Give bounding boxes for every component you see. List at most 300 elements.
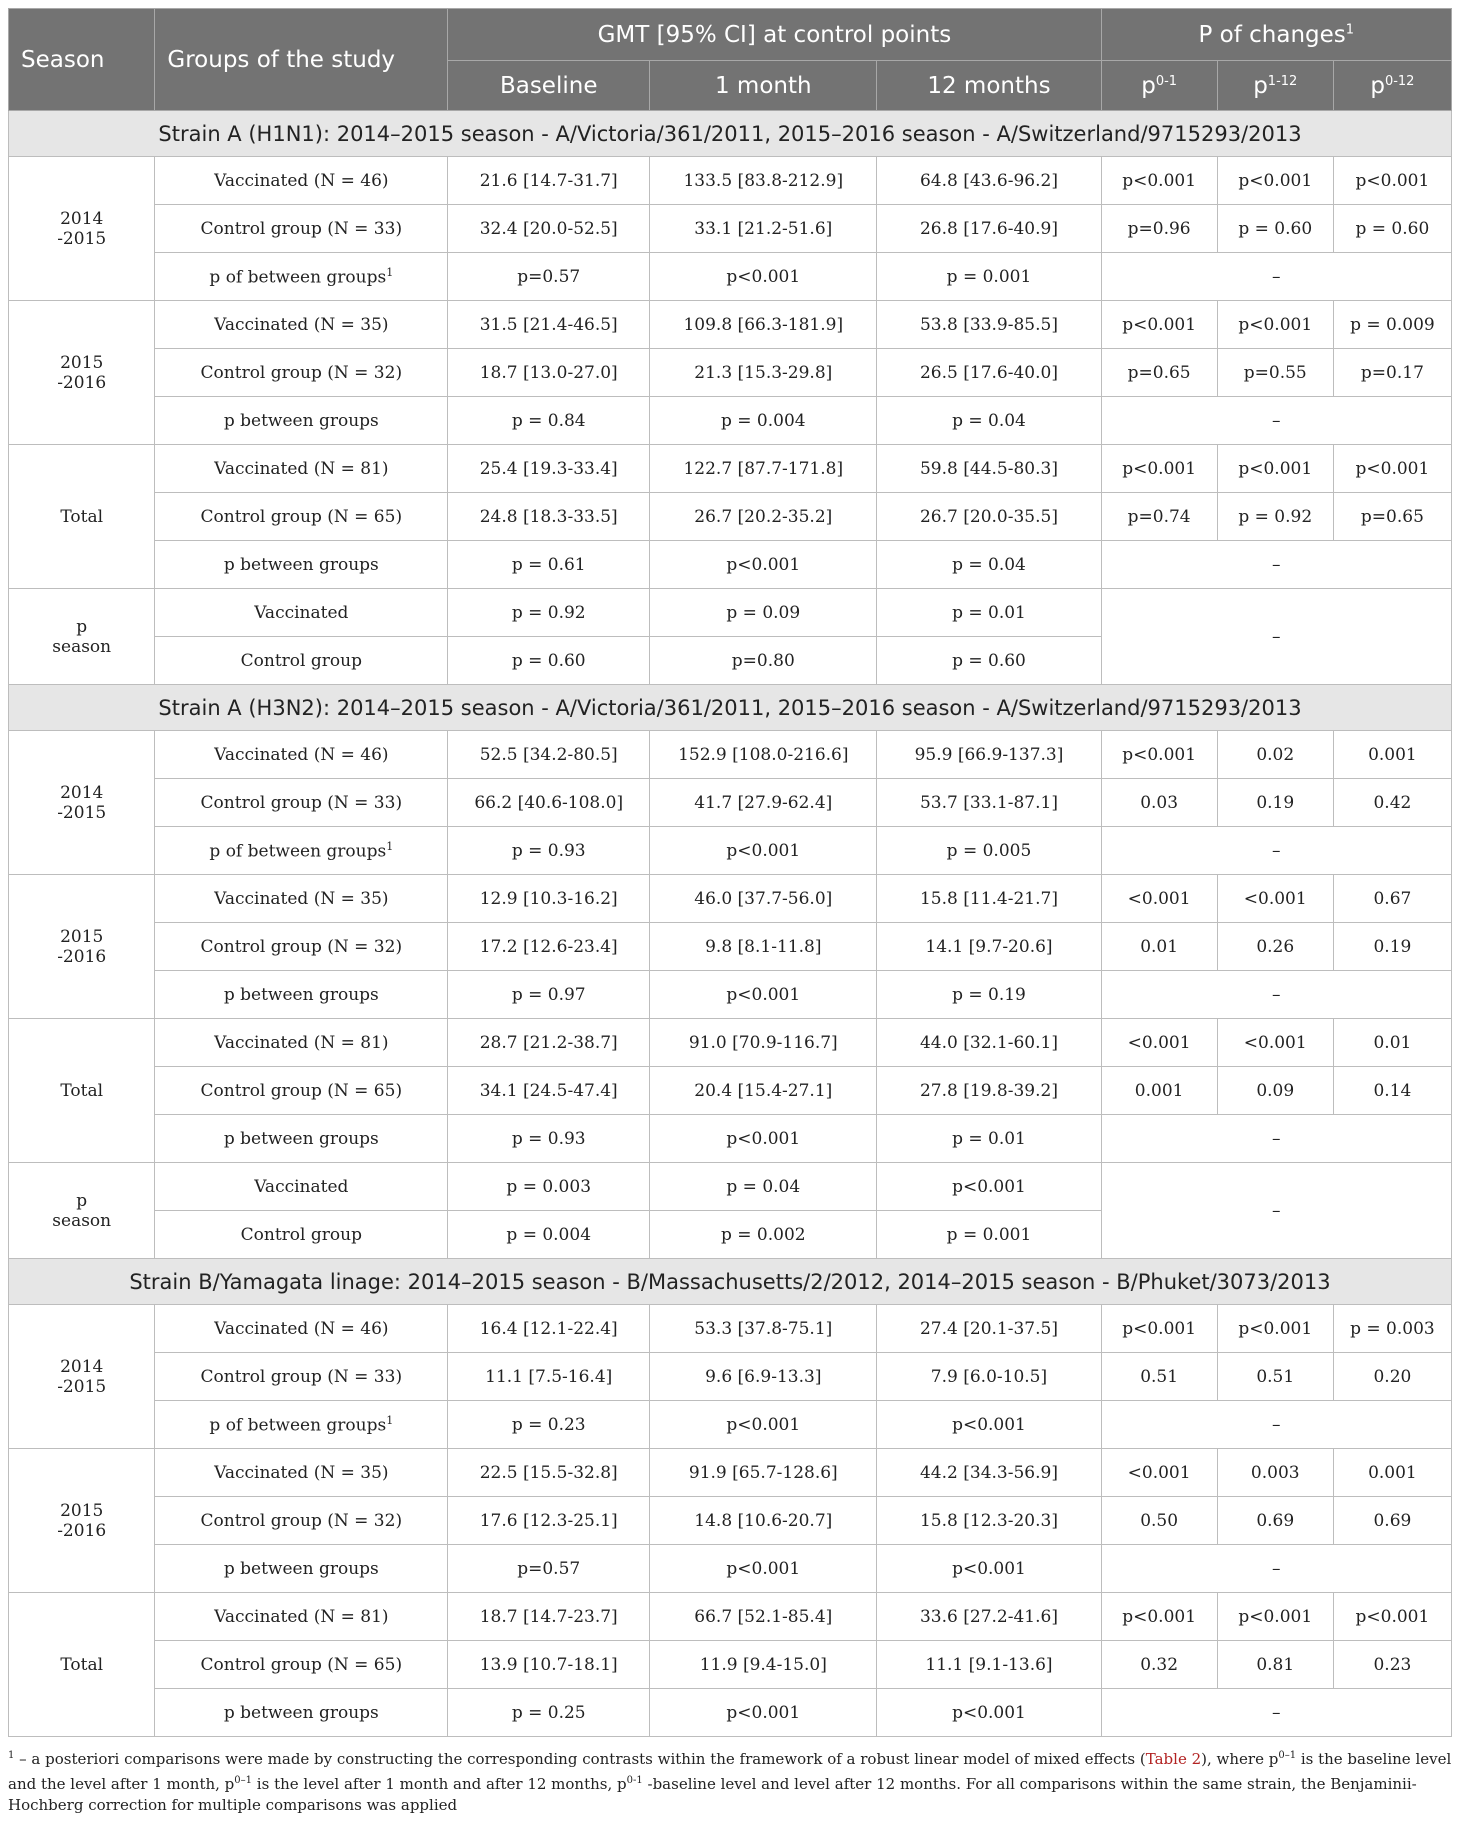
strain-header-row [9, 111, 1452, 157]
table-row [9, 1593, 1452, 1641]
gmt-value: 24.8 [18.3-33.5] [448, 493, 650, 541]
table-row [9, 1305, 1452, 1353]
table-row [9, 1401, 1452, 1449]
season-cell [9, 1163, 155, 1259]
p-value: p<0.001 [1333, 445, 1451, 493]
footnote-text: -baseline level and level after 12 months. For all comparisons within the same strain, the Benjaminii-Hochberg correction for multiple comparisons was applied [8, 1775, 1417, 1814]
group-label-cell [155, 779, 448, 827]
header-pchanges [1101, 9, 1451, 61]
p-value-empty: – [1101, 1115, 1451, 1163]
p-value: p=0.65 [1101, 349, 1217, 397]
p-value-empty: – [1101, 971, 1451, 1019]
group-label-cell [155, 1211, 448, 1259]
table-row [9, 1353, 1452, 1401]
p-value: p<0.001 [1217, 301, 1333, 349]
table-row [9, 205, 1452, 253]
table-row [9, 445, 1452, 493]
footnote-sup: 0-1 [626, 1775, 643, 1786]
gmt-value: p<0.001 [650, 1115, 877, 1163]
gmt-value: 9.6 [6.9-13.3] [650, 1353, 877, 1401]
gmt-value: p = 0.01 [877, 1115, 1101, 1163]
group-label-cell [155, 445, 448, 493]
gmt-value: 18.7 [14.7-23.7] [448, 1593, 650, 1641]
season-label: Total [60, 506, 104, 527]
p-value: p=0.65 [1333, 493, 1451, 541]
p-value: 0.69 [1217, 1497, 1333, 1545]
season-cell [9, 157, 155, 301]
season-label: -2016 [57, 1520, 107, 1541]
p-value: p<0.001 [1101, 731, 1217, 779]
strain-header-row [9, 1259, 1452, 1305]
p-value: p=0.96 [1101, 205, 1217, 253]
group-label-cell [155, 1163, 448, 1211]
gmt-value: 28.7 [21.2-38.7] [448, 1019, 650, 1067]
table-row [9, 589, 1452, 637]
gmt-value: p = 0.60 [877, 637, 1101, 685]
p-value: 0.32 [1101, 1641, 1217, 1689]
table-body [9, 111, 1452, 1737]
group-label: p of between groups [209, 267, 387, 288]
p-value: 0.001 [1101, 1067, 1217, 1115]
p-value: 0.26 [1217, 923, 1333, 971]
table-row [9, 157, 1452, 205]
season-cell [9, 1019, 155, 1163]
group-label: Control group (N = 32) [200, 936, 403, 957]
footnote [8, 1745, 1452, 1816]
gmt-value: 22.5 [15.5-32.8] [448, 1449, 650, 1497]
table-row [9, 827, 1452, 875]
gmt-value: 21.6 [14.7-31.7] [448, 157, 650, 205]
header-pchanges-label: P of changes [1198, 21, 1346, 48]
p-value: p = 0.60 [1217, 205, 1333, 253]
gmt-value: p = 0.93 [448, 827, 650, 875]
group-label-cell [155, 253, 448, 301]
season-label: -2016 [57, 946, 107, 967]
gmt-value: p<0.001 [650, 541, 877, 589]
table-row [9, 397, 1452, 445]
group-label: p between groups [223, 1128, 379, 1149]
group-label-cell [155, 1545, 448, 1593]
table-row [9, 875, 1452, 923]
gmt-value: p = 0.001 [877, 253, 1101, 301]
group-label-cell [155, 1449, 448, 1497]
group-label: p between groups [223, 1558, 379, 1579]
header-season [9, 9, 155, 111]
gmt-value: 26.5 [17.6-40.0] [877, 349, 1101, 397]
gmt-value: p = 0.09 [650, 589, 877, 637]
table-row [9, 301, 1452, 349]
p-value: 0.69 [1333, 1497, 1451, 1545]
p-value: p<0.001 [1101, 1305, 1217, 1353]
season-cell [9, 445, 155, 589]
group-label-cell [155, 971, 448, 1019]
season-label: 2014 [60, 208, 104, 229]
p-value: <0.001 [1101, 1019, 1217, 1067]
gmt-value: p = 0.23 [448, 1401, 650, 1449]
gmt-value: 14.8 [10.6-20.7] [650, 1497, 877, 1545]
gmt-value: p<0.001 [650, 971, 877, 1019]
p-value: p=0.74 [1101, 493, 1217, 541]
group-label-cell [155, 1019, 448, 1067]
group-label: p between groups [223, 984, 379, 1005]
p-value: 0.02 [1217, 731, 1333, 779]
header-p112-sup: 1-12 [1267, 73, 1298, 89]
gmt-value: 11.1 [9.1-13.6] [877, 1641, 1101, 1689]
header-baseline-label: Baseline [499, 72, 598, 99]
header-12months [877, 61, 1101, 111]
group-label-sup: 1 [386, 265, 394, 279]
gmt-value: 17.6 [12.3-25.1] [448, 1497, 650, 1545]
gmt-value: 122.7 [87.7-171.8] [650, 445, 877, 493]
season-cell [9, 1305, 155, 1449]
p-value: p=0.17 [1333, 349, 1451, 397]
p-value: 0.19 [1217, 779, 1333, 827]
gmt-value: p = 0.003 [448, 1163, 650, 1211]
season-cell [9, 589, 155, 685]
gmt-value: 11.1 [7.5-16.4] [448, 1353, 650, 1401]
group-label: Vaccinated (N = 46) [214, 744, 389, 765]
gmt-value: p=0.80 [650, 637, 877, 685]
header-gmt [448, 9, 1101, 61]
header-p012-sup: 0-12 [1384, 73, 1415, 89]
p-value: p<0.001 [1217, 445, 1333, 493]
season-label: -2015 [57, 802, 107, 823]
table-row [9, 1067, 1452, 1115]
gmt-value: 95.9 [66.9-137.3] [877, 731, 1101, 779]
p-value: 0.19 [1333, 923, 1451, 971]
gmt-value: p<0.001 [650, 1401, 877, 1449]
season-cell [9, 301, 155, 445]
p-value: p<0.001 [1101, 1593, 1217, 1641]
table-row [9, 541, 1452, 589]
group-label-cell [155, 1401, 448, 1449]
gmt-value: 32.4 [20.0-52.5] [448, 205, 650, 253]
gmt-value: p = 0.004 [448, 1211, 650, 1259]
footnote-text: ), where p [1201, 1750, 1279, 1768]
p-value: 0.50 [1101, 1497, 1217, 1545]
table-row [9, 1019, 1452, 1067]
group-label-cell [155, 157, 448, 205]
group-label: Control group (N = 33) [200, 218, 403, 239]
table-row [9, 1545, 1452, 1593]
gmt-value: 44.2 [34.3-56.9] [877, 1449, 1101, 1497]
gmt-value: 27.4 [20.1-37.5] [877, 1305, 1101, 1353]
footnote-text: – a posteriori comparisons were made by constructing the corresponding contrasts within the framework of a robust linear model of mixed effects ( [14, 1750, 1146, 1768]
gmt-value: 66.7 [52.1-85.4] [650, 1593, 877, 1641]
gmt-value: 14.1 [9.7-20.6] [877, 923, 1101, 971]
group-label-cell [155, 731, 448, 779]
group-label-sup: 1 [386, 1413, 394, 1427]
gmt-value: p = 0.61 [448, 541, 650, 589]
gmt-value: 59.8 [44.5-80.3] [877, 445, 1101, 493]
strain-title: Strain A (H1N1): 2014–2015 season - A/Victoria/361/2011, 2015–2016 season - A/Switzerland/9715293/2013 [9, 111, 1452, 157]
group-label: Vaccinated (N = 81) [214, 1606, 389, 1627]
p-value: p = 0.003 [1333, 1305, 1451, 1353]
header-1month-label: 1 month [714, 72, 812, 99]
group-label-cell [155, 827, 448, 875]
table-row [9, 1449, 1452, 1497]
group-label: Vaccinated (N = 81) [214, 1032, 389, 1053]
gmt-value: 53.8 [33.9-85.5] [877, 301, 1101, 349]
p-value: p<0.001 [1101, 445, 1217, 493]
group-label-cell [155, 541, 448, 589]
group-label-cell [155, 875, 448, 923]
p-value: p<0.001 [1101, 157, 1217, 205]
header-p012-letter: p [1370, 72, 1385, 99]
gmt-value: p<0.001 [650, 827, 877, 875]
group-label: p between groups [223, 410, 379, 431]
gmt-value: 16.4 [12.1-22.4] [448, 1305, 650, 1353]
p-value: p<0.001 [1333, 1593, 1451, 1641]
gmt-value: p<0.001 [650, 1545, 877, 1593]
p-value: p=0.55 [1217, 349, 1333, 397]
header-pchanges-sup: 1 [1345, 21, 1355, 37]
gmt-value: p<0.001 [877, 1401, 1101, 1449]
group-label: Vaccinated (N = 81) [214, 458, 389, 479]
table-row [9, 1115, 1452, 1163]
header-p112-letter: p [1253, 72, 1268, 99]
header-p01 [1101, 61, 1217, 111]
group-label-cell [155, 1641, 448, 1689]
gmt-value: 64.8 [43.6-96.2] [877, 157, 1101, 205]
p-value: 0.01 [1101, 923, 1217, 971]
group-label: p of between groups [209, 841, 387, 862]
table-header [9, 9, 1452, 111]
p-value: <0.001 [1101, 1449, 1217, 1497]
group-label-cell [155, 1115, 448, 1163]
p-value: 0.03 [1101, 779, 1217, 827]
group-label-sup: 1 [386, 839, 394, 853]
p-value-empty: – [1101, 541, 1451, 589]
group-label: Control group (N = 33) [200, 792, 403, 813]
gmt-value: 109.8 [66.3-181.9] [650, 301, 877, 349]
p-value: 0.51 [1217, 1353, 1333, 1401]
season-cell [9, 1449, 155, 1593]
season-cell [9, 875, 155, 1019]
group-label: p between groups [223, 1702, 379, 1723]
gmt-value: p<0.001 [877, 1545, 1101, 1593]
p-value: 0.01 [1333, 1019, 1451, 1067]
gmt-table [8, 8, 1452, 1737]
gmt-value: 26.7 [20.2-35.2] [650, 493, 877, 541]
season-cell [9, 1593, 155, 1737]
gmt-value: p<0.001 [650, 1689, 877, 1737]
group-label: Control group [240, 1224, 362, 1245]
gmt-value: 15.8 [11.4-21.7] [877, 875, 1101, 923]
season-label: 2015 [60, 352, 104, 373]
gmt-value: 66.2 [40.6-108.0] [448, 779, 650, 827]
gmt-value: p = 0.005 [877, 827, 1101, 875]
gmt-value: 46.0 [37.7-56.0] [650, 875, 877, 923]
gmt-value: 41.7 [27.9-62.4] [650, 779, 877, 827]
group-label: Vaccinated (N = 35) [214, 888, 389, 909]
gmt-value: p = 0.25 [448, 1689, 650, 1737]
p-value-empty: – [1101, 1689, 1451, 1737]
group-label-cell [155, 301, 448, 349]
season-label: -2015 [57, 1376, 107, 1397]
p-value: 0.67 [1333, 875, 1451, 923]
group-label: Vaccinated (N = 35) [214, 1462, 389, 1483]
table-row [9, 971, 1452, 1019]
table-row [9, 349, 1452, 397]
gmt-value: p<0.001 [877, 1689, 1101, 1737]
p-value-empty: – [1101, 1401, 1451, 1449]
gmt-value: p = 0.001 [877, 1211, 1101, 1259]
p-value-empty: – [1101, 397, 1451, 445]
gmt-value: p = 0.92 [448, 589, 650, 637]
season-label: 2015 [60, 1500, 104, 1521]
header-12months-label: 12 months [927, 72, 1051, 99]
gmt-value: 9.8 [8.1-11.8] [650, 923, 877, 971]
p-value-empty: – [1101, 827, 1451, 875]
gmt-value: 53.7 [33.1-87.1] [877, 779, 1101, 827]
group-label: Control group [240, 650, 362, 671]
p-value: p<0.001 [1217, 1305, 1333, 1353]
header-1month [650, 61, 877, 111]
gmt-value: p<0.001 [877, 1163, 1101, 1211]
gmt-value: 21.3 [15.3-29.8] [650, 349, 877, 397]
season-label: 2015 [60, 926, 104, 947]
table-row [9, 779, 1452, 827]
gmt-value: 91.9 [65.7-128.6] [650, 1449, 877, 1497]
season-label: season [52, 636, 112, 657]
header-p01-letter: p [1141, 72, 1156, 99]
header-groups-label: Groups of the study [167, 46, 396, 73]
p-value: p<0.001 [1217, 1593, 1333, 1641]
group-label-cell [155, 1305, 448, 1353]
gmt-value: 27.8 [19.8-39.2] [877, 1067, 1101, 1115]
group-label-cell [155, 349, 448, 397]
group-label: Control group (N = 65) [200, 1654, 403, 1675]
group-label-cell [155, 1593, 448, 1641]
footnote-sup: 0–1 [234, 1775, 253, 1786]
gmt-value: p = 0.04 [877, 541, 1101, 589]
table-row [9, 1689, 1452, 1737]
season-label: 2014 [60, 1356, 104, 1377]
gmt-value: p = 0.004 [650, 397, 877, 445]
p-value: <0.001 [1217, 1019, 1333, 1067]
gmt-value: 12.9 [10.3-16.2] [448, 875, 650, 923]
table-row [9, 253, 1452, 301]
p-value: 0.20 [1333, 1353, 1451, 1401]
gmt-value: p = 0.04 [650, 1163, 877, 1211]
p-value: p<0.001 [1217, 157, 1333, 205]
group-label-cell [155, 1497, 448, 1545]
p-value: 0.001 [1333, 1449, 1451, 1497]
strain-title: Strain A (H3N2): 2014–2015 season - A/Victoria/361/2011, 2015–2016 season - A/Switzerland/9715293/2013 [9, 685, 1452, 731]
group-label-cell [155, 1689, 448, 1737]
footnote-sup: 0–1 [1278, 1750, 1297, 1761]
gmt-value: 11.9 [9.4-15.0] [650, 1641, 877, 1689]
gmt-value: p = 0.002 [650, 1211, 877, 1259]
table-row [9, 923, 1452, 971]
header-baseline [448, 61, 650, 111]
season-cell [9, 731, 155, 875]
p-value: 0.42 [1333, 779, 1451, 827]
table-row [9, 493, 1452, 541]
p-value: p = 0.60 [1333, 205, 1451, 253]
gmt-value: 91.0 [70.9-116.7] [650, 1019, 877, 1067]
gmt-value: 133.5 [83.8-212.9] [650, 157, 877, 205]
gmt-value: p = 0.97 [448, 971, 650, 1019]
strain-title: Strain B/Yamagata linage: 2014–2015 season - B/Massachusetts/2/2012, 2014–2015 season - B/Phuket/3073/2013 [9, 1259, 1452, 1305]
header-p112 [1217, 61, 1333, 111]
group-label: p of between groups [209, 1415, 387, 1436]
p-value: <0.001 [1217, 875, 1333, 923]
group-label-cell [155, 923, 448, 971]
group-label: Vaccinated [254, 1176, 349, 1197]
p-value: p<0.001 [1101, 301, 1217, 349]
header-p01-sup: 0-1 [1155, 73, 1178, 89]
group-label-cell [155, 1353, 448, 1401]
gmt-value: p = 0.93 [448, 1115, 650, 1163]
group-label: Vaccinated (N = 35) [214, 314, 389, 335]
gmt-value: 44.0 [32.1-60.1] [877, 1019, 1101, 1067]
gmt-value: p = 0.84 [448, 397, 650, 445]
group-label-cell [155, 1067, 448, 1115]
group-label: Vaccinated [254, 602, 349, 623]
p-value-empty: – [1101, 589, 1451, 685]
group-label-cell [155, 493, 448, 541]
gmt-value: 26.7 [20.0-35.5] [877, 493, 1101, 541]
season-label: p [76, 1190, 88, 1211]
gmt-value: 20.4 [15.4-27.1] [650, 1067, 877, 1115]
group-label: Control group (N = 32) [200, 362, 403, 383]
group-label: p between groups [223, 554, 379, 575]
season-label: Total [60, 1654, 104, 1675]
season-label: p [76, 616, 88, 637]
footnote-mark: 1 [8, 1750, 15, 1761]
p-value: 0.51 [1101, 1353, 1217, 1401]
table-row [9, 1497, 1452, 1545]
p-value: 0.001 [1333, 731, 1451, 779]
gmt-value: p = 0.60 [448, 637, 650, 685]
header-p012 [1333, 61, 1451, 111]
group-label-cell [155, 397, 448, 445]
table-row [9, 731, 1452, 779]
group-label: Control group (N = 32) [200, 1510, 403, 1531]
p-value: 0.23 [1333, 1641, 1451, 1689]
gmt-value: 152.9 [108.0-216.6] [650, 731, 877, 779]
gmt-value: 33.1 [21.2-51.6] [650, 205, 877, 253]
footnote-table-ref[interactable]: Table 2 [1145, 1750, 1202, 1768]
p-value: p<0.001 [1333, 157, 1451, 205]
group-label: Vaccinated (N = 46) [214, 1318, 389, 1339]
p-value-empty: – [1101, 1545, 1451, 1593]
gmt-value: 18.7 [13.0-27.0] [448, 349, 650, 397]
gmt-value: p = 0.19 [877, 971, 1101, 1019]
gmt-value: p = 0.04 [877, 397, 1101, 445]
strain-header-row [9, 685, 1452, 731]
footnote-text: is the level after 1 month and after 12 months, p [252, 1775, 627, 1793]
table-container [8, 8, 1452, 1816]
group-label-cell [155, 205, 448, 253]
p-value: 0.81 [1217, 1641, 1333, 1689]
group-label: Control group (N = 65) [200, 1080, 403, 1101]
gmt-value: 26.8 [17.6-40.9] [877, 205, 1101, 253]
season-label: -2016 [57, 372, 107, 393]
table-row [9, 1641, 1452, 1689]
gmt-value: 33.6 [27.2-41.6] [877, 1593, 1101, 1641]
group-label: Control group (N = 65) [200, 506, 403, 527]
p-value: p = 0.92 [1217, 493, 1333, 541]
table-row [9, 1163, 1452, 1211]
gmt-value: p=0.57 [448, 253, 650, 301]
footnote-text: is the baseline level and the level after 1 month, p [8, 1750, 1452, 1793]
gmt-value: 52.5 [34.2-80.5] [448, 731, 650, 779]
gmt-value: 34.1 [24.5-47.4] [448, 1067, 650, 1115]
gmt-value: 15.8 [12.3-20.3] [877, 1497, 1101, 1545]
